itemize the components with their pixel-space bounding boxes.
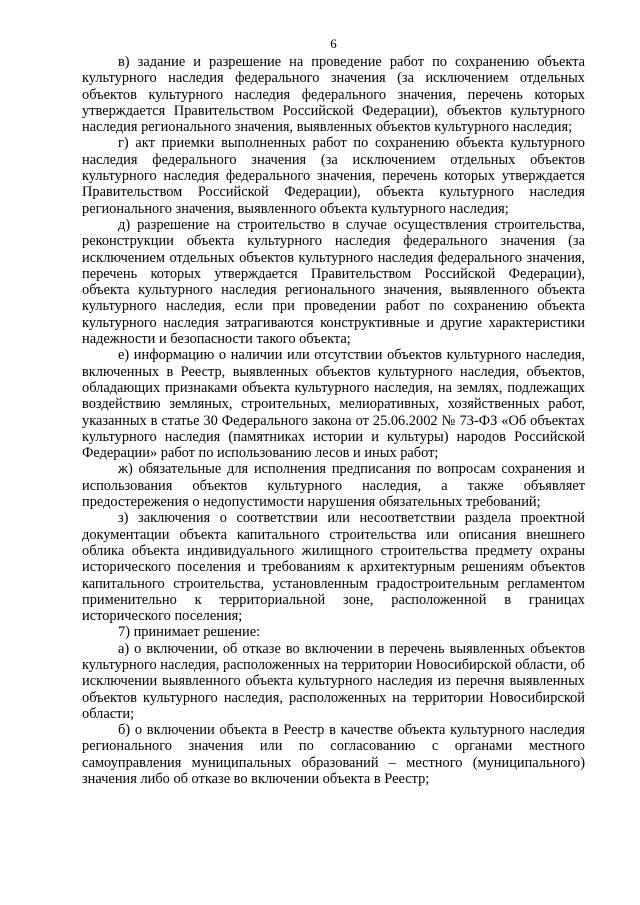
page-number: 6 [330, 36, 337, 51]
paragraph-7: 7) принимает решение: [118, 624, 261, 641]
paragraph-e: е) информацию о наличии или отсутствии объектов культурного наследия, включенных в Реестр, выявленных объектов культурного наследия, объектов, обладающих признаками объекта культурного наследия, на землях, подлежащих воздействию земляных, строительных, мелиоративных, хозяйственных работ, указанных в статье 30 Федерального закона от 25.06.2002 № 73-ФЗ «Об объектах культурного наследия (памятниках истории и культуры) народов Российской Федерации» работ по использованию лесов и иных работ; [82, 347, 585, 462]
paragraph-d: д) разрешение на строительство в случае осуществления строительства, реконструкции объекта культурного наследия федерального значения (за исключением отдельных объектов культурного наследия федерального значения, перечень которых утверждается Правительством Российской Федерации), объекта культурного наследия регионального значения, выявленного объекта культурного наследия, если при проведении работ по сохранению объекта культурного наследия затрагиваются конструктивные и другие характеристики надежности и безопасности такого объекта; [82, 216, 585, 348]
paragraph-zh: ж) обязательные для исполнения предписания по вопросам сохранения и использования объектов культурного наследия, а также объявляет предостережения о недопустимости нарушения обязательных требований; [82, 461, 585, 511]
paragraph-b: б) о включении объекта в Реестр в качестве объекта культурного наследия регионального значения или по согласованию с органами местного самоуправления муниципальных образований – местного (муниципального) значения либо об отказе во включении объекта в Реестр; [82, 722, 585, 788]
paragraph-v: в) задание и разрешение на проведение работ по сохранению объекта культурного наследия федерального значения (за исключением отдельных объектов культурного наследия федерального значения, перечень которых утверждается Правительством Российской Федерации), объектов культурного наследия регионального значения, выявленных объектов культурного наследия; [82, 54, 585, 136]
paragraph-a: а) о включении, об отказе во включении в перечень выявленных объектов культурного наследия, расположенных на территории Новосибирской области, об исключении выявленного объекта культурного наследия из перечня выявленных объектов культурного наследия, расположенных на территории Новосибирской области; [82, 640, 585, 722]
paragraph-z: з) заключения о соответствии или несоответствии раздела проектной документации объекта капитального строительства или описания внешнего облика объекта индивидуального жилищного строительства предмету охраны исторического поселения и требованиям к архитектурным решениям объектов капитального строительства, установленным градостроительным регламентом применительно к территориальной зоне, расположенной в границах исторического поселения; [82, 510, 585, 625]
paragraph-g: г) акт приемки выполненных работ по сохранению объекта культурного наследия федерального значения (за исключением отдельных объектов культурного наследия федерального значения, перечень которых утверждается Правительством Российской Федерации), объекта культурного наследия регионального значения, выявленного объекта культурного наследия; [82, 135, 585, 217]
